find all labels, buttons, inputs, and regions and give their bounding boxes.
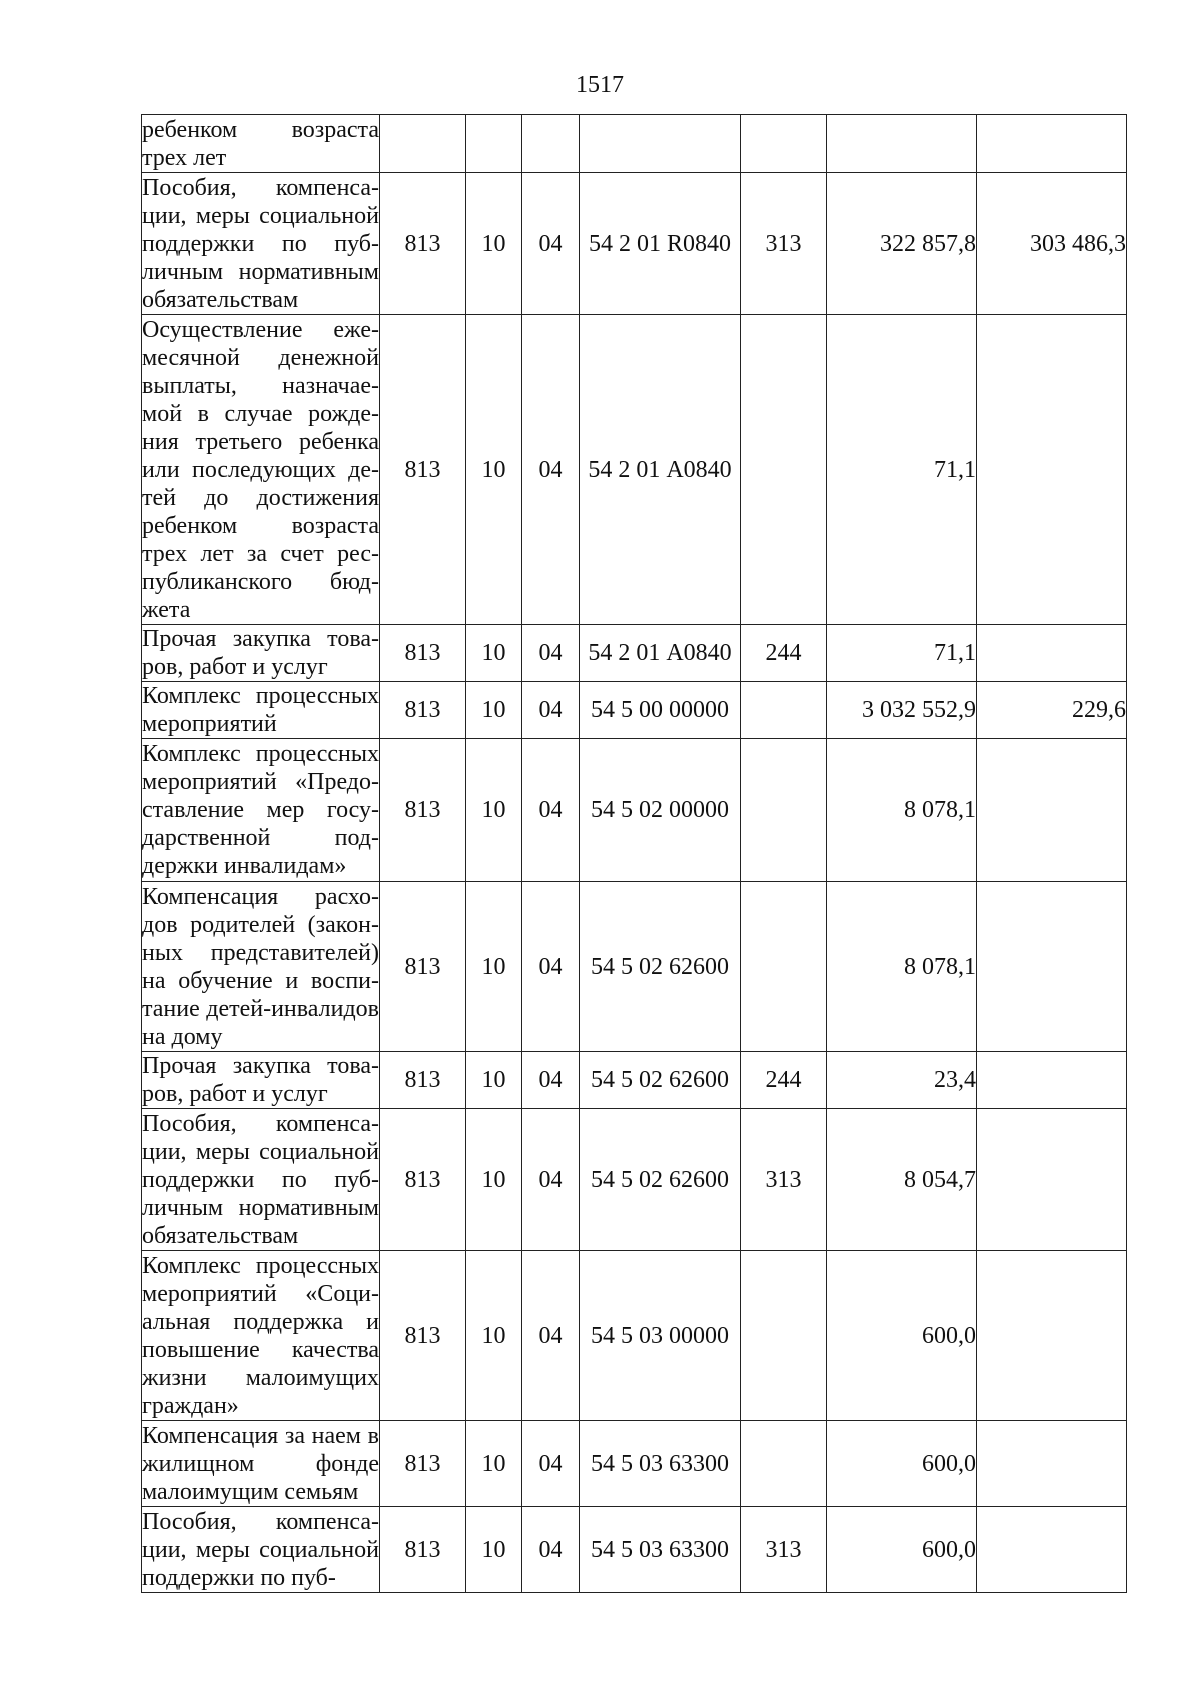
row-amount-federal-cell [977,1052,1127,1109]
row-section-cell: 10 [466,173,522,315]
row-grbs-cell: 813 [380,1251,466,1421]
row-grbs-cell [380,115,466,173]
row-amount-cell: 3 032 552,9 [827,682,977,739]
row-expense-type-cell [741,115,827,173]
row-section-cell: 10 [466,739,522,882]
row-subsection-cell: 04 [522,682,580,739]
row-expense-type-cell [741,1251,827,1421]
row-amount-cell: 322 857,8 [827,173,977,315]
row-name-cell: Пособия, компенса-ции, меры социальной поддержки по пуб-личным нормативным обязательствам [142,1110,379,1249]
row-expense-type-cell [741,882,827,1052]
row-expense-type-cell: 313 [741,1507,827,1593]
table-row [142,882,1127,1052]
table-row [142,1109,1127,1251]
row-name-cell: Прочая закупка това-ров, работ и услуг [142,626,379,680]
row-amount-cell: 600,0 [827,1251,977,1421]
row-subsection-cell: 04 [522,173,580,315]
row-section-cell: 10 [466,1052,522,1109]
row-amount-federal-cell [977,1507,1127,1593]
row-subsection-cell: 04 [522,1052,580,1109]
table-row [142,115,1127,173]
row-amount-federal-cell [977,315,1127,625]
row-name-cell: Осуществление еже-месячной денежной выплаты, назначае-мой в случае рожде-ния третьего ребенка или последующих де-тей до достижения ребенком возраста трех лет за счет рес-публиканского бюд-жета [142,316,379,623]
row-section-cell: 10 [466,625,522,682]
row-target-article-cell: 54 2 01 А0840 [580,625,741,682]
row-subsection-cell: 04 [522,1421,580,1507]
table-row [142,739,1127,882]
row-name-cell: Пособия, компенса-ции, меры социальной поддержки по пуб-личным нормативным обязательствам [142,174,379,313]
budget-table [141,114,1127,1593]
row-grbs-cell: 813 [380,682,466,739]
row-amount-federal-cell: 303 486,3 [977,173,1127,315]
row-section-cell: 10 [466,882,522,1052]
row-expense-type-cell [741,1421,827,1507]
row-target-article-cell: 54 5 02 62600 [580,1109,741,1251]
row-section-cell: 10 [466,315,522,625]
row-section-cell: 10 [466,1507,522,1593]
table-row [142,1507,1127,1593]
row-section-cell: 10 [466,1109,522,1251]
row-section-cell: 10 [466,1251,522,1421]
row-amount-cell: 71,1 [827,315,977,625]
row-grbs-cell: 813 [380,315,466,625]
row-subsection-cell: 04 [522,625,580,682]
row-expense-type-cell: 313 [741,173,827,315]
table-row [142,1251,1127,1421]
row-amount-cell: 8 078,1 [827,739,977,882]
row-expense-type-cell: 313 [741,1109,827,1251]
row-name-cell: Пособия, компенса-ции, меры социальной поддержки по пуб- [142,1508,379,1591]
row-name-cell: Комплекс процессных мероприятий «Предо-ставление мер госу-дарственной под-держки инвалидам» [142,739,380,882]
row-name-cell: Компенсация расхо-дов родителей (закон-ных представителей) на обучение и воспи-тание детей-инвалидов на дому [142,883,379,1050]
row-amount-cell: 600,0 [827,1421,977,1507]
row-amount-federal-cell [977,625,1127,682]
row-expense-type-cell [741,739,827,882]
table-row [142,625,1127,682]
row-expense-type-cell: 244 [741,1052,827,1109]
row-amount-federal-cell: 229,6 [977,682,1127,739]
row-grbs-cell: 813 [380,882,466,1052]
row-target-article-cell: 54 2 01 А0840 [580,315,741,625]
row-subsection-cell: 04 [522,1507,580,1593]
row-amount-cell: 23,4 [827,1052,977,1109]
row-grbs-cell: 813 [380,625,466,682]
row-section-cell [466,115,522,173]
row-target-article-cell: 54 5 02 62600 [580,882,741,1052]
row-expense-type-cell [741,682,827,739]
row-target-article-cell: 54 5 02 62600 [580,1052,741,1109]
row-expense-type-cell [741,315,827,625]
row-subsection-cell: 04 [522,1109,580,1251]
row-amount-cell: 8 054,7 [827,1109,977,1251]
row-name-cell: Прочая закупка това-ров, работ и услуг [142,1053,379,1107]
row-section-cell: 10 [466,1421,522,1507]
row-target-article-cell: 54 5 03 63300 [580,1507,741,1593]
row-amount-cell: 600,0 [827,1507,977,1593]
row-target-article-cell: 54 2 01 R0840 [580,173,741,315]
row-grbs-cell: 813 [380,1507,466,1593]
row-section-cell: 10 [466,682,522,739]
row-target-article-cell: 54 5 00 00000 [580,682,741,739]
row-name-cell: Комплекс процессных мероприятий «Соци-альная поддержка и повышение качества жизни малоимущих граждан» [142,1252,379,1419]
row-name-cell: ребенком возраста трех лет [142,116,379,171]
row-grbs-cell: 813 [380,739,466,882]
row-name-cell: Комплекс процессных мероприятий [142,683,379,737]
row-grbs-cell: 813 [380,1109,466,1251]
row-amount-federal-cell [977,1109,1127,1251]
row-target-article-cell [580,115,741,173]
row-amount-federal-cell [977,739,1127,882]
row-amount-federal-cell [977,1251,1127,1421]
budget-table-body [142,115,1127,1593]
row-amount-cell: 71,1 [827,625,977,682]
row-subsection-cell [522,115,580,173]
row-subsection-cell: 04 [522,315,580,625]
row-subsection-cell: 04 [522,739,580,882]
row-name-cell: Компенсация за наем в жилищном фонде малоимущим семьям [142,1422,379,1505]
row-target-article-cell: 54 5 03 63300 [580,1421,741,1507]
row-amount-cell [827,115,977,173]
row-amount-federal-cell [977,882,1127,1052]
row-grbs-cell: 813 [380,173,466,315]
row-target-article-cell: 54 5 02 00000 [580,739,741,882]
row-target-article-cell: 54 5 03 00000 [580,1251,741,1421]
table-row [142,682,1127,739]
row-grbs-cell: 813 [380,1052,466,1109]
table-row [142,173,1127,315]
row-subsection-cell: 04 [522,1251,580,1421]
row-amount-federal-cell [977,115,1127,173]
row-amount-cell: 8 078,1 [827,882,977,1052]
row-expense-type-cell: 244 [741,625,827,682]
table-row [142,1052,1127,1109]
row-amount-federal-cell [977,1421,1127,1507]
row-grbs-cell: 813 [380,1421,466,1507]
row-subsection-cell: 04 [522,882,580,1052]
table-row [142,315,1127,625]
table-row [142,1421,1127,1507]
page-number: 1517 [576,72,624,98]
